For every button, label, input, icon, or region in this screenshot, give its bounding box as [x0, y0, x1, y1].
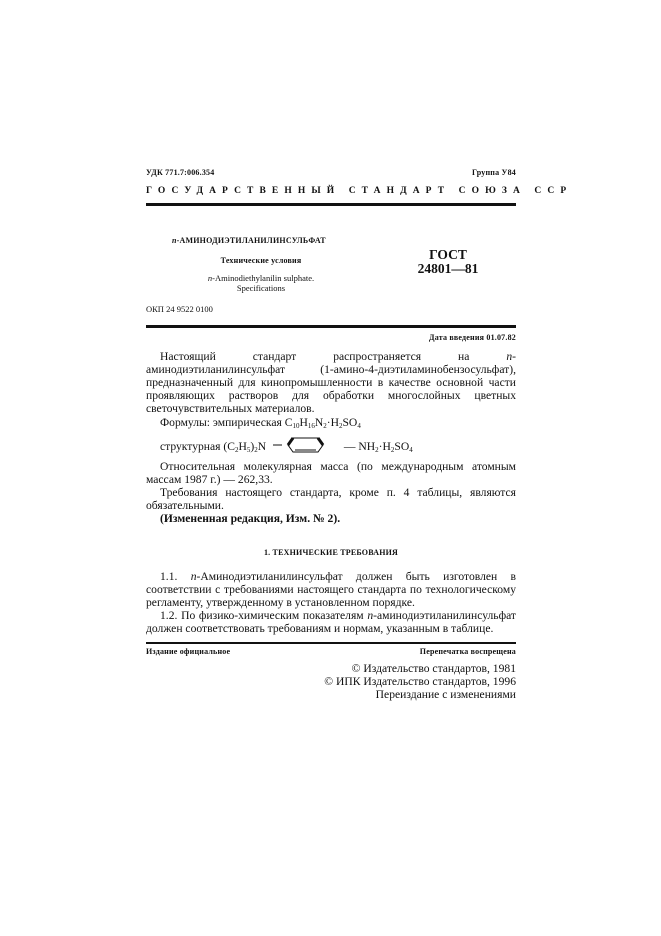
empirical-formula: Формулы: эмпирическая $C_{10}H_{16}N_2\cdot H_2SO_4$	[160, 416, 361, 430]
benzene-ring-icon	[273, 437, 339, 453]
copyright-block: © Издательство стандартов, 1981 © ИПК Издательство стандартов, 1996 Переиздание с изменениями	[324, 662, 516, 701]
document-body	[146, 350, 516, 635]
structural-formula: структурная $(C_2H_5)_2N$ — $NH_2\cdot H_2SO_4$	[146, 437, 516, 451]
clause-1-1: 1.1. n-Аминодиэтиланилинсульфат должен быть изготовлен в соответствии с требованиями настоящего стандарта по технологическому регламенту, утвержденному в установленном порядке.	[146, 570, 516, 609]
reprint-prohibited-label: Перепечатка воспрещена	[419, 647, 516, 656]
section-1-heading: 1. ТЕХНИЧЕСКИЕ ТРЕБОВАНИЯ	[263, 548, 399, 557]
product-title: n-АМИНОДИЭТИЛАНИЛИНСУЛЬФАТ	[172, 236, 326, 245]
molecular-mass-paragraph: Относительная молекулярная масса (по международным атомным массам 1987 г.) — 262,33.	[146, 460, 516, 486]
udk-code: УДК 771.7:006.354	[146, 168, 215, 177]
clause-1-2: 1.2. По физико-химическим показателям n-аминодиэтиланилинсульфат должен соответствовать требованиям и нормам, указанным в таблице.	[146, 609, 516, 635]
group-code: Группа У84	[471, 168, 516, 177]
state-standard-heading: ГОСУДАРСТВЕННЫЙ СТАНДАРТ СОЮЗА ССР	[146, 186, 573, 196]
subtitle: Технические условия	[220, 256, 302, 265]
intro-date: Дата введения 01.07.82	[429, 333, 516, 342]
title-rule	[146, 325, 516, 328]
header-rule	[146, 203, 516, 206]
gost-designation: ГОСТ 24801—81	[417, 247, 479, 276]
scope-paragraph: Настоящий стандарт распространяется на n-аминодиэтиланилинсульфат (1-амино-4-диэтиламинобензосульфат), предназначенный для кинопромышленности в качестве основной части проявляющих растворов для обработки многослойных цветных светочувствительных материалов.	[146, 350, 516, 415]
amendment-note: (Измененная редакция, Изм. № 2).	[160, 512, 341, 525]
okp-code: ОКП 24 9522 0100	[146, 304, 213, 314]
official-edition-label: Издание официальное	[146, 647, 231, 656]
english-title: n-Aminodiethylanilin sulphate. Specifications	[207, 273, 315, 293]
requirements-paragraph: Требования настоящего стандарта, кроме п. 4 таблицы, являются обязательными.	[146, 486, 516, 512]
footer-rule	[146, 642, 516, 644]
